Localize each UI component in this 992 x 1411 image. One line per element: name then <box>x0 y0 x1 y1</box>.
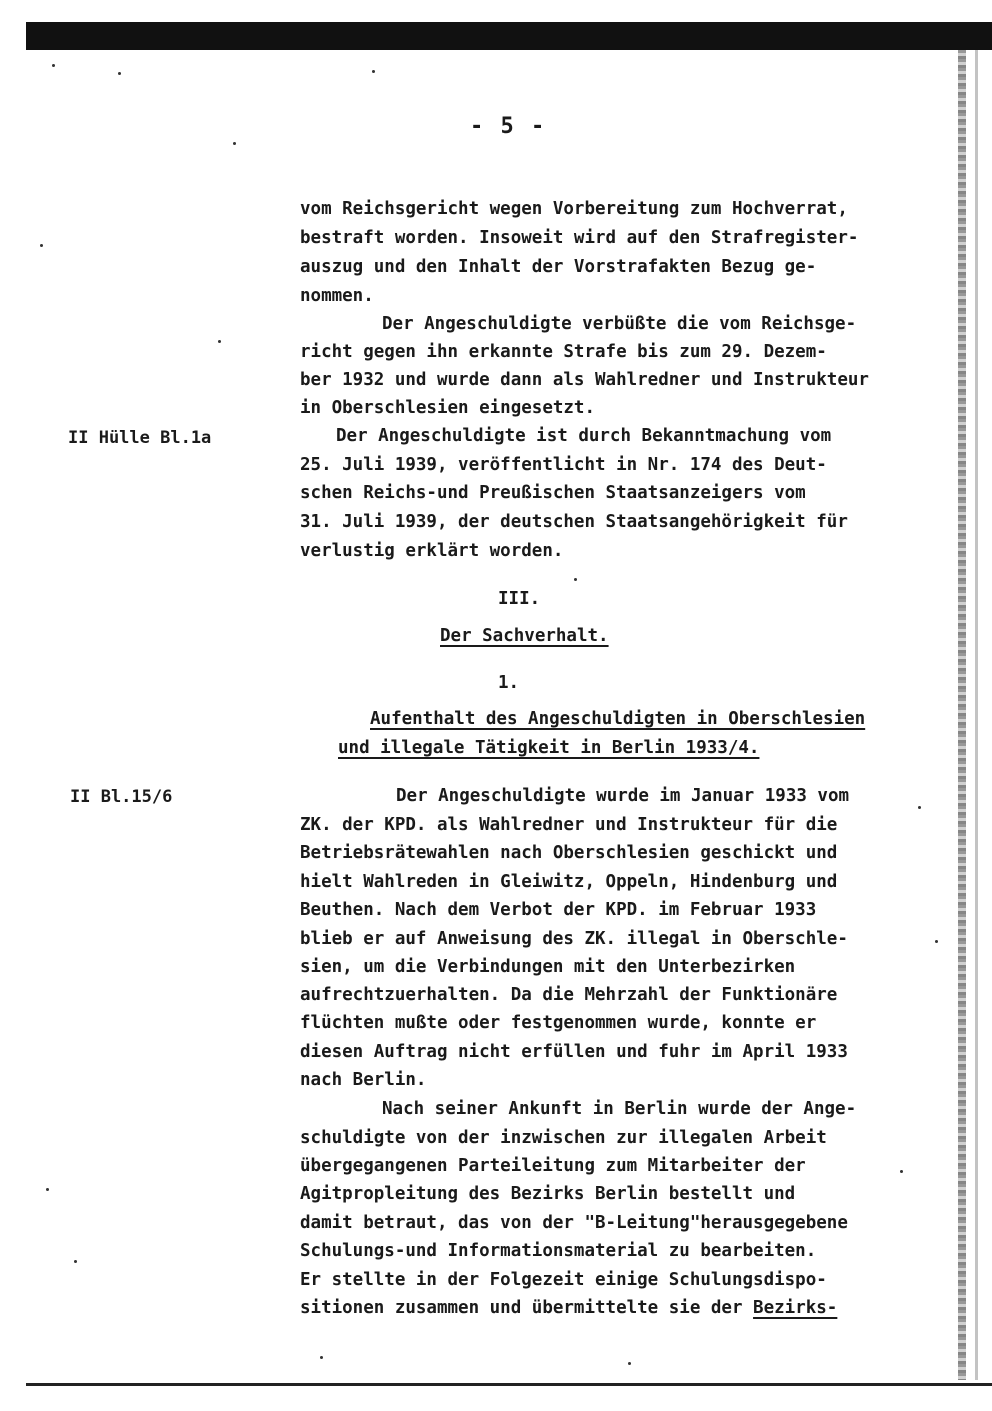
text-line: nach Berlin. <box>300 1070 427 1090</box>
text-line: Betriebsrätewahlen nach Oberschlesien geschickt und <box>300 843 838 863</box>
text-line: diesen Auftrag nicht erfüllen und fuhr im April 1933 <box>300 1042 848 1062</box>
text-line: aufrechtzuerhalten. Da die Mehrzahl der Funktionäre <box>300 985 838 1005</box>
text-line: 31. Juli 1939, der deutschen Staatsangehörigkeit für <box>300 512 848 532</box>
subsection-title-line-2: und illegale Tätigkeit in Berlin 1933/4. <box>338 738 760 758</box>
text-line: schen Reichs-und Preußischen Staatsanzeigers vom <box>300 483 806 503</box>
scan-right-edge-line <box>975 50 978 1380</box>
scan-top-border <box>26 22 992 50</box>
text-line: Beuthen. Nach dem Verbot der KPD. im Februar 1933 <box>300 900 817 920</box>
text-fragment: sitionen zusammen und übermittelte sie der <box>300 1298 754 1318</box>
text-line: blieb er auf Anweisung des ZK. illegal in Oberschle- <box>300 929 848 949</box>
text-line: Der Angeschuldigte verbüßte die vom Reichsge- <box>382 314 857 334</box>
subsection-title-line-1: Aufenthalt des Angeschuldigten in Oberschlesien <box>370 709 866 729</box>
text-line: Der Angeschuldigte ist durch Bekanntmachung vom <box>336 426 832 446</box>
text-line: ber 1932 und wurde dann als Wahlredner und Instrukteur <box>300 370 869 390</box>
margin-note-2: II Bl.15/6 <box>70 787 173 807</box>
text-line: Agitpropleitung des Bezirks Berlin bestellt und <box>300 1184 796 1204</box>
text-line <box>300 1298 837 1318</box>
section-title: Der Sachverhalt. <box>440 626 609 646</box>
subsection-number: 1. <box>498 673 520 693</box>
text-line: 25. Juli 1939, veröffentlicht in Nr. 174 des Deut- <box>300 455 827 475</box>
text-line: bestraft worden. Insoweit wird auf den Strafregister- <box>300 228 859 248</box>
text-line: Nach seiner Ankunft in Berlin wurde der Ange- <box>382 1099 857 1119</box>
text-line: schuldigte von der inzwischen zur illegalen Arbeit <box>300 1128 827 1148</box>
text-line: vom Reichsgericht wegen Vorbereitung zum Hochverrat, <box>300 199 848 219</box>
scan-bottom-border <box>26 1383 992 1386</box>
text-line: verlustig erklärt worden. <box>300 541 564 561</box>
scan-right-edge <box>958 50 966 1380</box>
margin-note-1: II Hülle Bl.1a <box>68 428 212 448</box>
text-line: richt gegen ihn erkannte Strafe bis zum 29. Dezem- <box>300 342 827 362</box>
text-line: in Oberschlesien eingesetzt. <box>300 398 596 418</box>
text-line: hielt Wahlreden in Gleiwitz, Oppeln, Hindenburg und <box>300 872 838 892</box>
text-line: Er stellte in der Folgezeit einige Schulungsdispo- <box>300 1270 827 1290</box>
section-number: III. <box>498 589 541 609</box>
text-line: damit betraut, das von der "B-Leitung"herausgegebene <box>300 1213 848 1233</box>
text-line: Der Angeschuldigte wurde im Januar 1933 vom <box>396 786 850 806</box>
page-number: - 5 - <box>470 114 547 139</box>
text-line: Schulungs-und Informationsmaterial zu bearbeiten. <box>300 1241 817 1261</box>
text-line: übergegangenen Parteileitung zum Mitarbeiter der <box>300 1156 806 1176</box>
text-line: nommen. <box>300 286 374 306</box>
text-line: ZK. der KPD. als Wahlredner und Instrukteur für die <box>300 815 838 835</box>
underlined-word: Bezirks- <box>753 1298 838 1318</box>
text-line: sien, um die Verbindungen mit den Unterbezirken <box>300 957 796 977</box>
text-line: flüchten mußte oder festgenommen wurde, konnte er <box>300 1013 817 1033</box>
text-line: auszug und den Inhalt der Vorstrafakten Bezug ge- <box>300 257 817 277</box>
